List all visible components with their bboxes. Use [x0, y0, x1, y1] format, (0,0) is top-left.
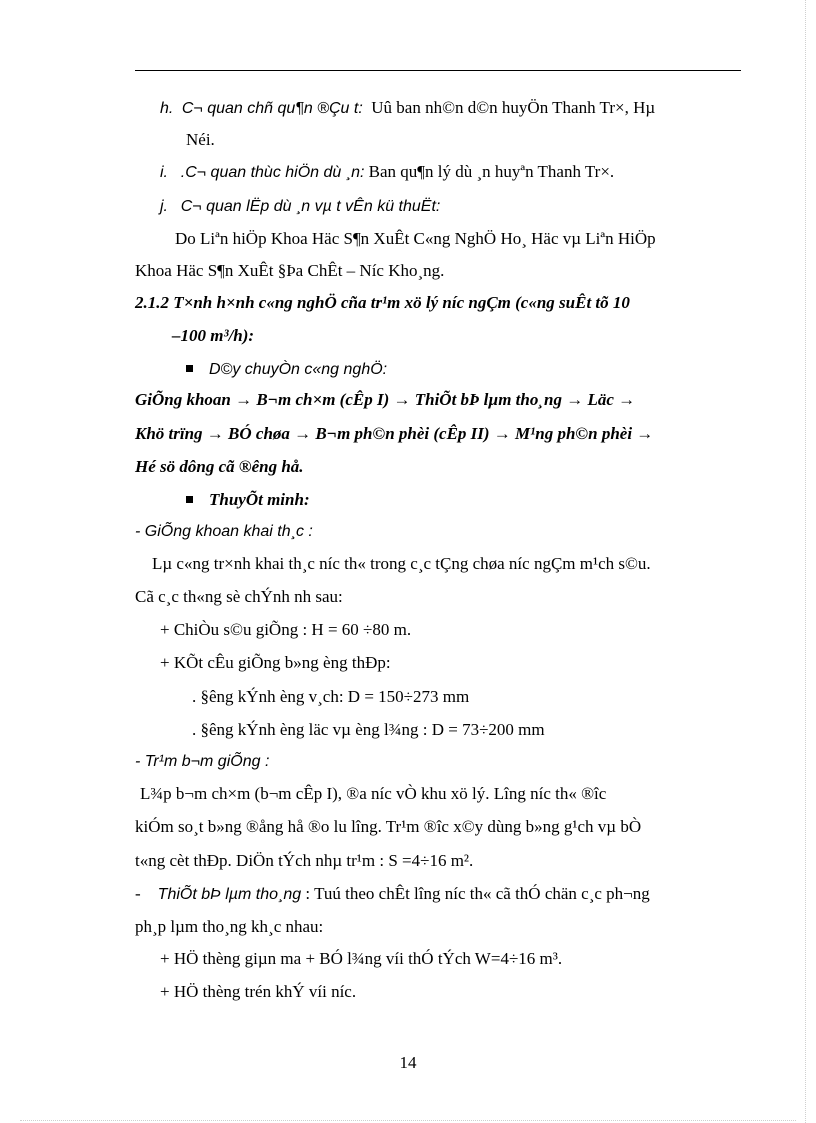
- paragraph-text: : Tuú theo chÊt lîng níc th« cã thÓ chän c¸c ph¬ng: [305, 884, 650, 903]
- item-j: [160, 195, 440, 218]
- item-h-label: C¬ quan chñ qu¶n ®Çu t:: [181, 100, 363, 117]
- bullet-label: ThuyÕt minh:: [209, 490, 310, 509]
- item-j-marker: j.: [160, 198, 168, 215]
- item-h-marker: h.: [160, 100, 174, 117]
- subheading-inline: ThiÕt bÞ lµm tho¸ng: [157, 886, 302, 903]
- paragraph-line: Do Liªn hiÖp Khoa Häc S¶n XuÊt C«ng NghÖ Ho¸ Häc vµ Liªn HiÖp: [175, 229, 656, 248]
- paragraph-line: Khoa Häc S¶n XuÊt §Þa ChÊt – Níc Kho¸ng.: [135, 261, 445, 280]
- page-number: 14: [399, 1053, 417, 1072]
- item-h-cont: Néi.: [186, 130, 215, 149]
- bullet-item: [186, 489, 310, 511]
- item-i-label: .C¬ quan thùc hiÖn dù ¸n:: [180, 164, 365, 181]
- subheading: - GiÕng khoan khai th¸c :: [135, 523, 313, 540]
- bullet-square-icon: [186, 365, 193, 372]
- item-h: [160, 97, 655, 120]
- item-i: [160, 161, 614, 184]
- subheading: - Tr¹m b¬m giÕng :: [135, 753, 270, 770]
- paragraph-line: Lµ c«ng tr×nh khai th¸c níc th« trong c¸c tÇng chøa níc ngÇm m¹ch s©u.: [152, 554, 651, 573]
- paragraph-line: . §êng kÝnh èng v¸ch: D = 150÷273 mm: [192, 687, 470, 706]
- paragraph-line: ph¸p lµm tho¸ng kh¸c nhau:: [135, 917, 324, 936]
- paragraph-line: + KÕt cÊu giÕng b»ng èng thÐp:: [160, 653, 391, 672]
- header-rule: [135, 70, 741, 71]
- section-heading-cont: –100 m³/h):: [172, 326, 255, 345]
- flow-line: Hé sö dông cã ®êng hå.: [135, 457, 304, 476]
- paragraph-line: + ChiÒu s©u giÕng : H = 60 ÷80 m.: [160, 620, 412, 639]
- section-heading: 2.1.2 T×nh h×nh c«ng nghÖ cña tr¹m xö lý níc ngÇm (c«ng suÊt tõ 10: [135, 293, 630, 312]
- paragraph-line: [135, 883, 650, 906]
- dash: -: [135, 884, 141, 903]
- page-edge: [805, 0, 806, 1123]
- paragraph-line: . §êng kÝnh èng läc vµ èng l¾ng : D = 73÷200 mm: [192, 720, 545, 739]
- bullet-label: D©y chuyÒn c«ng nghÖ:: [209, 361, 388, 378]
- paragraph-line: + HÖ thèng giµn ma + BÓ l¾ng víi thÓ tÝch W=4÷16 m³.: [160, 949, 563, 968]
- paragraph-line: L¾p b¬m ch×m (b¬m cÊp I), ®a níc vÒ khu xö lý. Lîng níc th« ®îc: [140, 784, 607, 803]
- paragraph-line: + HÖ thèng trén khÝ víi níc.: [160, 982, 357, 1001]
- flow-line: GiÕng khoan → B¬m ch×m (cÊp I) → ThiÕt bÞ lµm tho¸ng → Läc →: [135, 390, 636, 409]
- bullet-item: [186, 358, 387, 381]
- bullet-square-icon: [186, 496, 193, 503]
- paragraph-line: kiÓm so¸t b»ng ®ång hå ®o lu lîng. Tr¹m ®îc x©y dùng b»ng g¹ch vµ bÒ: [135, 817, 642, 836]
- item-j-label: C¬ quan lËp dù ¸n vµ t vÊn kü thuËt:: [180, 198, 441, 215]
- item-h-text: Uû ban nh©n d©n huyÖn Thanh Tr×, Hµ: [371, 98, 656, 117]
- paragraph-line: Cã c¸c th«ng sè chÝnh nh sau:: [135, 587, 343, 606]
- item-i-marker: i.: [160, 164, 168, 181]
- flow-line: Khö trïng → BÓ chøa → B¬m ph©n phèi (cÊp II) → M¹ng ph©n phèi →: [135, 424, 654, 443]
- paragraph-line: t«ng cèt thÐp. DiÖn tÝch nhµ tr¹m : S =4÷16 m².: [135, 851, 474, 870]
- item-i-text: Ban qu¶n lý dù ¸n huyªn Thanh Tr×.: [368, 162, 615, 181]
- page-edge: [20, 1120, 796, 1121]
